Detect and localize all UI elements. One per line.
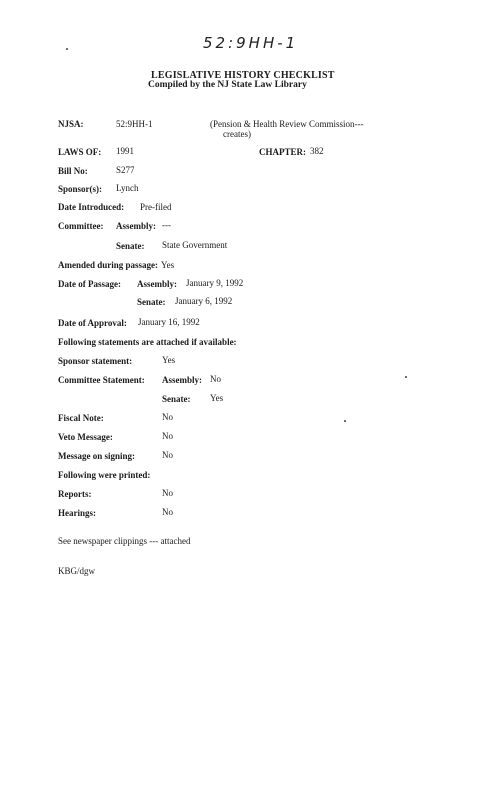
- attachments-heading: Following statements are attached if available:: [58, 337, 237, 347]
- laws-of-label: LAWS OF:: [58, 147, 102, 157]
- date-of-passage-label: Date of Passage:: [58, 279, 121, 289]
- veto-message-value: No: [162, 431, 173, 441]
- scan-speck: [66, 48, 68, 50]
- committee-label: Committee:: [58, 221, 104, 231]
- handwritten-reference: 52:9HH-1: [203, 34, 299, 52]
- message-on-signing-value: No: [162, 450, 173, 460]
- document-title: LEGISLATIVE HISTORY CHECKLIST: [151, 70, 335, 81]
- njsa-value: 52:9HH-1: [116, 119, 153, 129]
- committee-assembly-label: Assembly:: [116, 221, 156, 231]
- amended-label: Amended during passage:: [58, 260, 159, 270]
- cs-assembly-label: Assembly:: [162, 375, 202, 385]
- passage-senate-value: January 6, 1992: [175, 296, 233, 306]
- printed-heading: Following were printed:: [58, 470, 151, 480]
- date-introduced-value: Pre-filed: [140, 202, 172, 212]
- laws-of-value: 1991: [116, 146, 134, 156]
- clippings-note: See newspaper clippings --- attached: [58, 536, 191, 546]
- amended-value: Yes: [161, 260, 175, 270]
- bill-no-value: S277: [116, 165, 135, 175]
- sponsor-value: Lynch: [116, 183, 139, 193]
- sponsor-label: Sponsor(s):: [58, 184, 103, 194]
- scan-speck: [405, 376, 407, 378]
- sponsor-statement-label: Sponsor statement:: [58, 356, 133, 366]
- description-line2: creates): [223, 129, 251, 139]
- hearings-value: No: [162, 507, 173, 517]
- description-line1: (Pension & Health Review Commission---: [210, 119, 364, 129]
- initials: KBG/dgw: [58, 566, 96, 576]
- fiscal-note-label: Fiscal Note:: [58, 413, 104, 423]
- cs-assembly-value: No: [210, 374, 221, 384]
- committee-assembly-value: ---: [162, 220, 171, 230]
- reports-label: Reports:: [58, 489, 92, 499]
- committee-statement-label: Committee Statement:: [58, 375, 145, 385]
- date-of-approval-value: January 16, 1992: [138, 317, 200, 327]
- veto-message-label: Veto Message:: [58, 432, 113, 442]
- fiscal-note-value: No: [162, 412, 173, 422]
- cs-senate-label: Senate:: [162, 394, 191, 404]
- scan-speck: [344, 420, 346, 422]
- date-of-approval-label: Date of Approval:: [58, 318, 127, 328]
- passage-senate-label: Senate:: [137, 297, 166, 307]
- passage-assembly-value: January 9, 1992: [186, 278, 244, 288]
- chapter-label: CHAPTER:: [259, 147, 306, 157]
- chapter-value: 382: [310, 146, 324, 156]
- date-introduced-label: Date Introduced:: [58, 202, 125, 212]
- sponsor-statement-value: Yes: [162, 355, 176, 365]
- message-on-signing-label: Message on signing:: [58, 451, 136, 461]
- passage-assembly-label: Assembly:: [137, 279, 177, 289]
- njsa-label: NJSA:: [58, 119, 84, 129]
- committee-senate-label: Senate:: [116, 241, 145, 251]
- committee-senate-value: State Government: [162, 240, 228, 250]
- bill-no-label: Bill No:: [58, 166, 88, 176]
- cs-senate-value: Yes: [210, 393, 224, 403]
- hearings-label: Hearings:: [58, 508, 96, 518]
- reports-value: No: [162, 488, 173, 498]
- document-subtitle: Compiled by the NJ State Law Library: [148, 80, 307, 90]
